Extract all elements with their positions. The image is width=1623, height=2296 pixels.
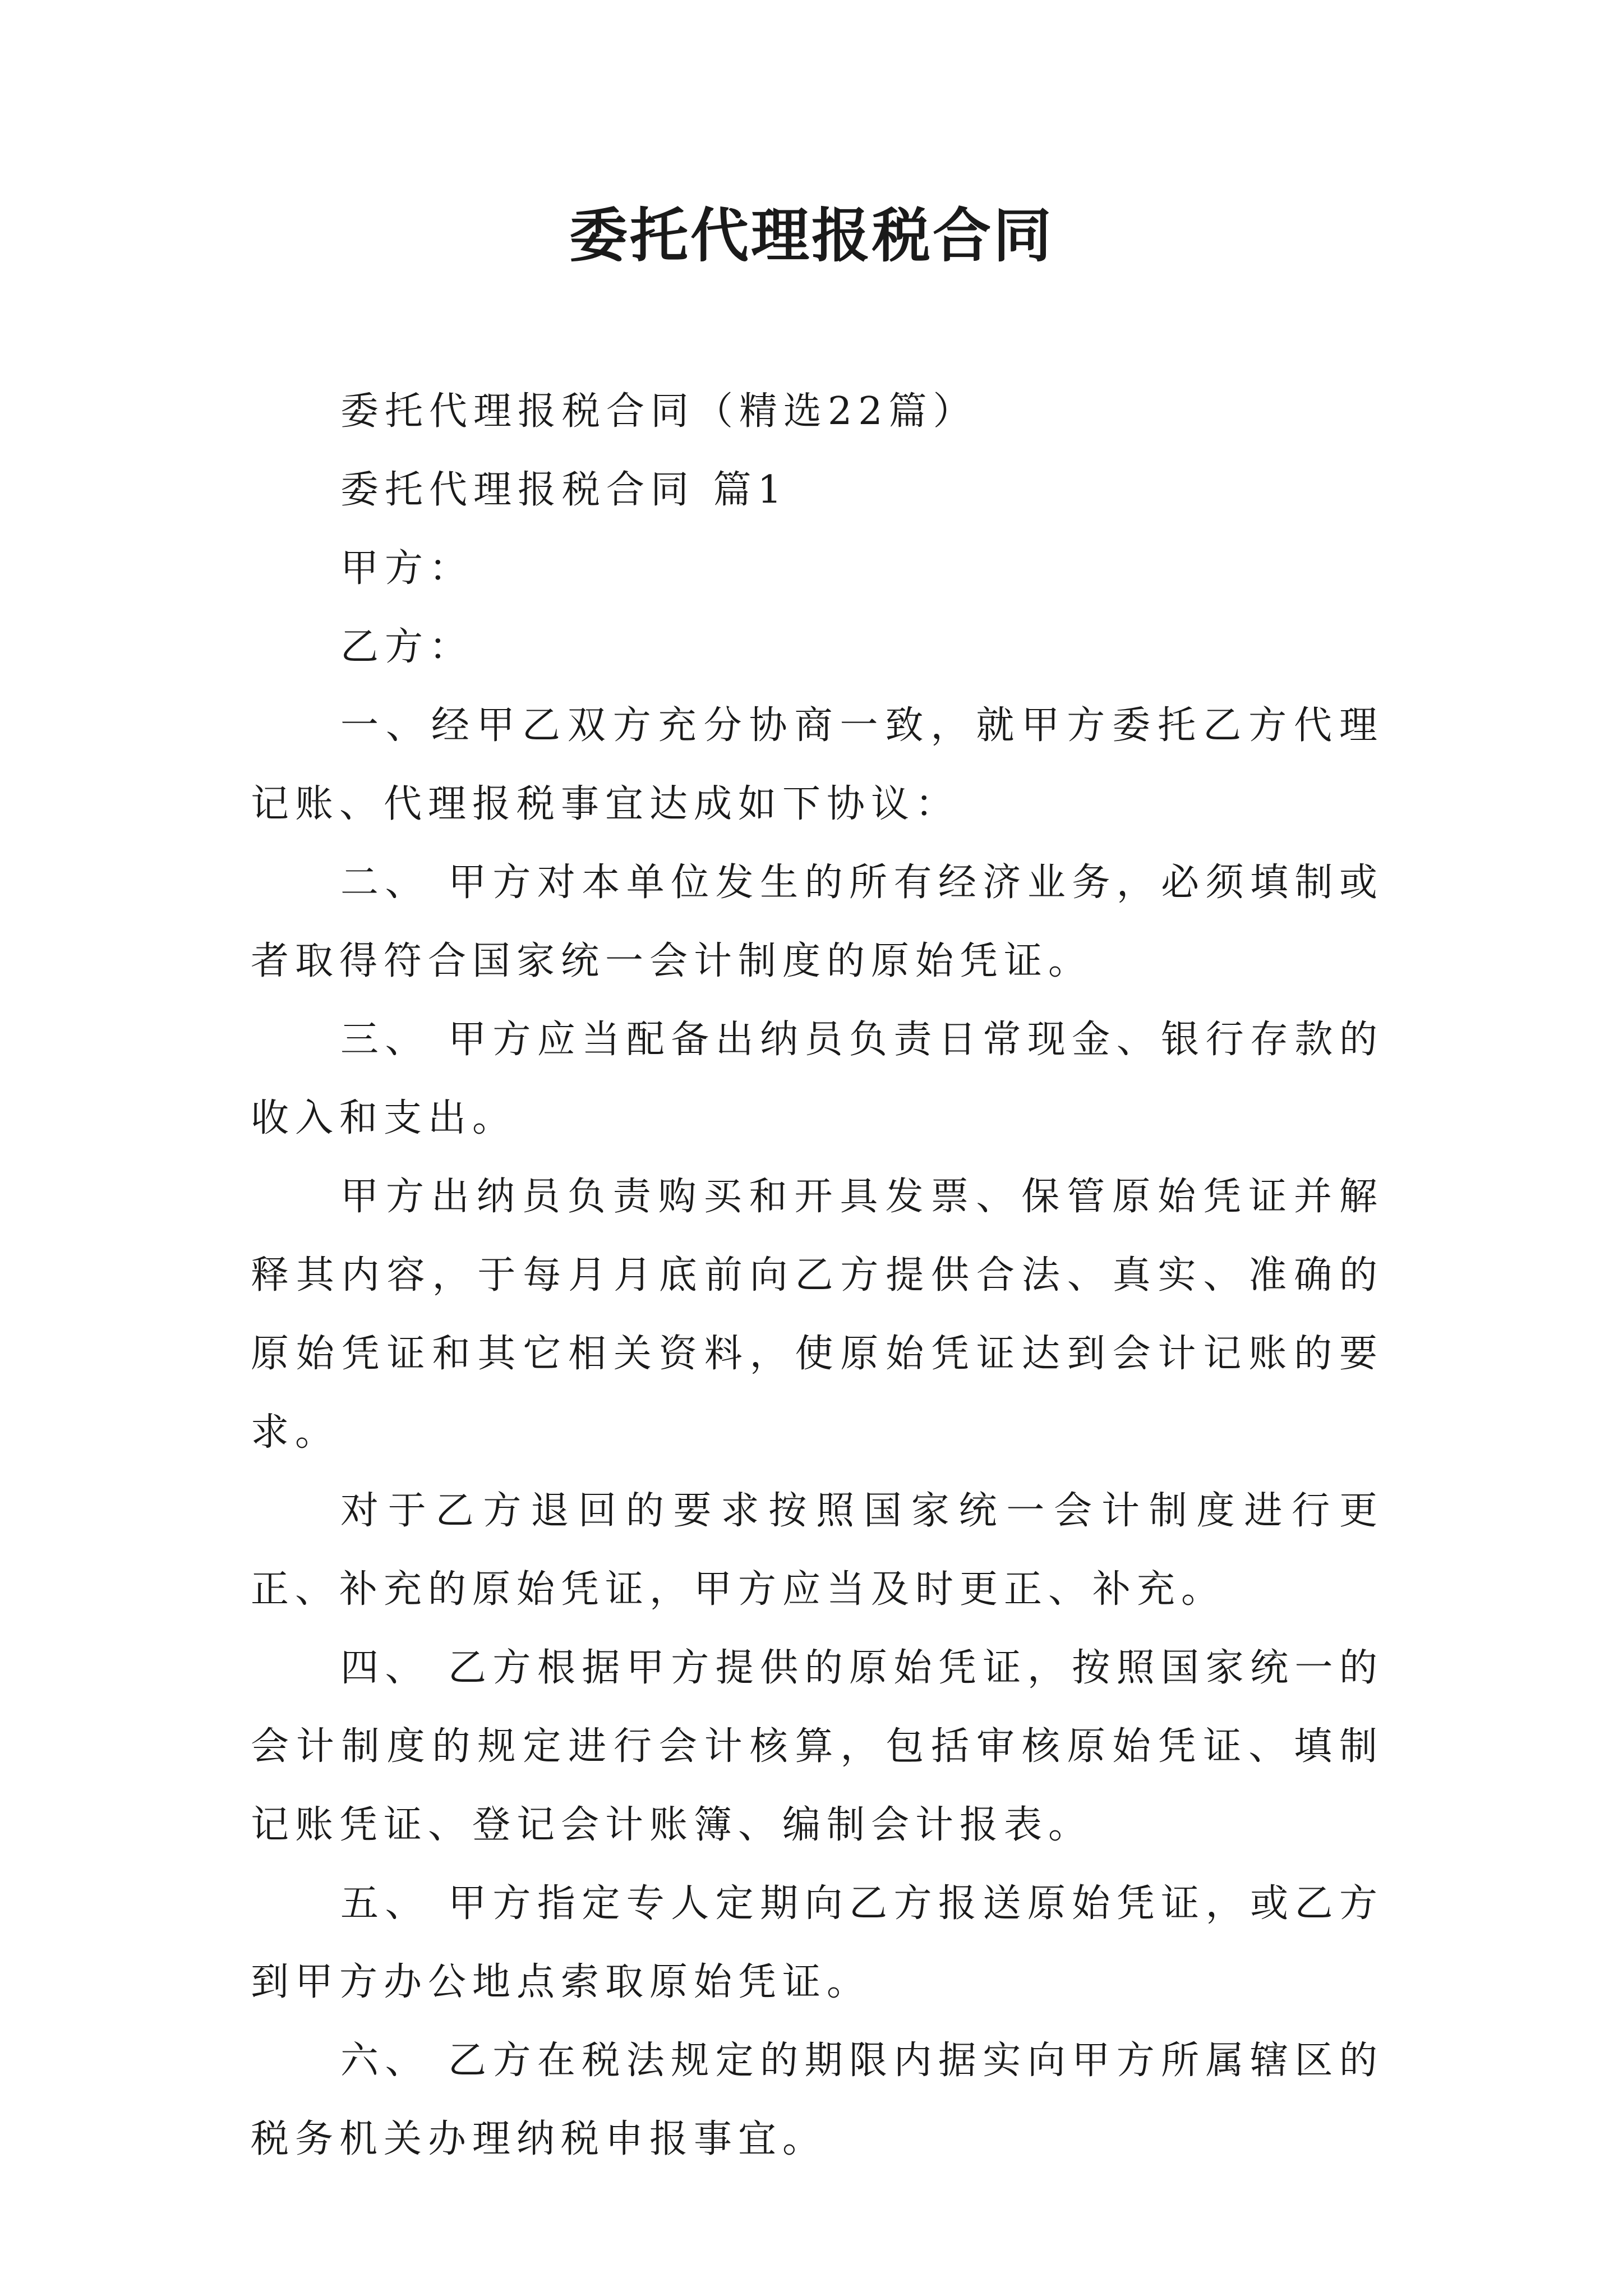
document-title: 委托代理报税合同	[569, 201, 1054, 270]
paragraph-clause-3: 三、 甲方应当配备出纳员负责日常现金、银行存款的收入和支出。	[251, 1018, 1384, 1140]
paragraph-clause-4: 四、 乙方根据甲方提供的原始凭证，按照国家统一的会计制度的规定进行会计核算，包括审核原始凭证、填制记账凭证、登记会计账簿、编制会计报表。	[251, 1646, 1384, 1847]
paragraph-corrections: 对于乙方退回的要求按照国家统一会计制度进行更正、补充的原始凭证，甲方应当及时更正、补充。	[251, 1489, 1384, 1612]
document-body	[251, 372, 1384, 2179]
paragraph-subtitle: 委托代理报税合同（精选22篇）	[340, 389, 978, 434]
paragraph-cashier-duties: 甲方出纳员负责购买和开具发票、保管原始凭证并解释其内容，于每月月底前向乙方提供合法、真实、准确的原始凭证和其它相关资料，使原始凭证达到会计记账的要求。	[251, 1175, 1384, 1455]
paragraph-clause-5: 五、 甲方指定专人定期向乙方报送原始凭证，或乙方到甲方办公地点索取原始凭证。	[251, 1881, 1384, 2004]
paragraph-clause-6: 六、 乙方在税法规定的期限内据实向甲方所属辖区的税务机关办理纳税申报事宜。	[251, 2039, 1384, 2161]
paragraph-section-heading: 委托代理报税合同 篇1	[340, 468, 788, 512]
paragraph-clause-2: 二、 甲方对本单位发生的所有经济业务，必须填制或者取得符合国家统一会计制度的原始凭证。	[251, 861, 1384, 983]
paragraph-party-b: 乙方：	[340, 625, 474, 669]
paragraph-clause-1: 一、经甲乙双方充分协商一致，就甲方委托乙方代理记账、代理报税事宜达成如下协议：	[251, 703, 1384, 826]
paragraph-party-a: 甲方：	[340, 546, 474, 591]
